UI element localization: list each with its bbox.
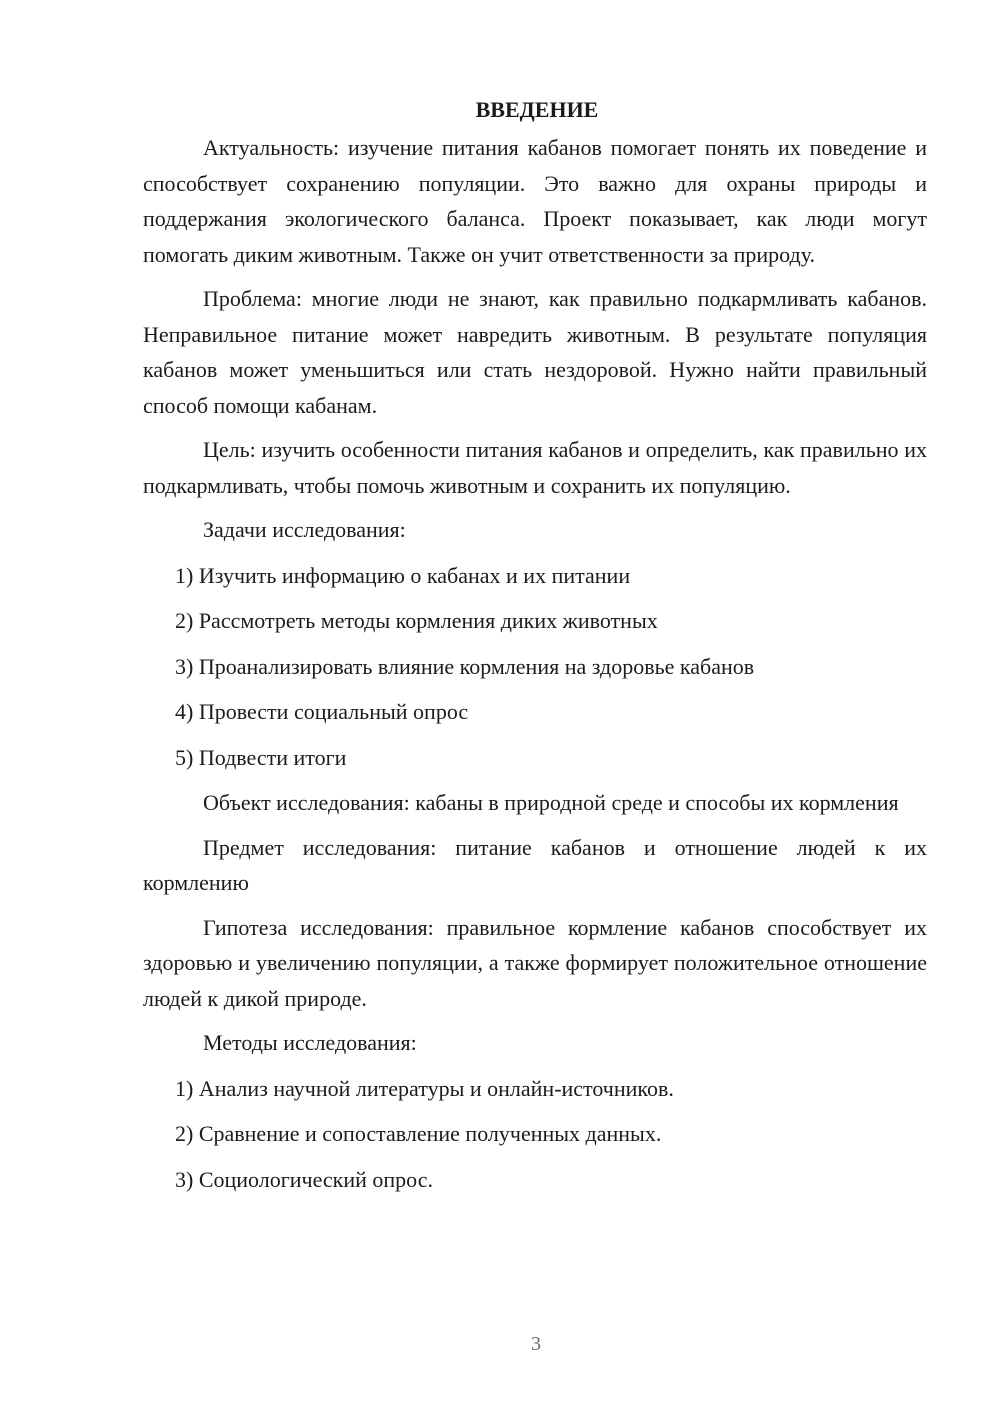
tasks-heading: Задачи исследования: — [203, 517, 406, 542]
object-paragraph: Объект исследования: кабаны в природной среде и способы их кормления — [203, 790, 899, 815]
hypothesis-paragraph: Гипотеза исследования: правильное кормление кабанов способствует их здоровью и увеличению популяции, а также формирует положительное отношение людей к дикой природе. — [143, 914, 927, 1011]
methods-list — [143, 1071, 927, 1198]
method-item: 2) Сравнение и сопоставление полученных данных. — [175, 1121, 662, 1146]
task-item: 2) Рассмотреть методы кормления диких животных — [175, 608, 658, 633]
page-title: ВВЕДЕНИЕ — [475, 97, 599, 122]
relevance-paragraph: Актуальность: изучение питания кабанов помогает понять их поведение и способствует сохранению популяции. Это важно для охраны природы и поддержания экологического баланса. Проект показывает, как люди могут помогать диким животным. Также он учит ответственности за природу. — [143, 135, 927, 267]
task-item: 4) Провести социальный опрос — [175, 699, 469, 724]
task-item: 3) Проанализировать влияние кормления на здоровье кабанов — [175, 653, 755, 679]
goal-paragraph: Цель: изучить особенности питания кабанов и определить, как правильно их подкармливать, чтобы помочь животным и сохранить их популяцию. — [143, 437, 927, 498]
tasks-list — [143, 558, 927, 776]
method-item: 1) Анализ научной литературы и онлайн-источников. — [175, 1075, 674, 1101]
document-body — [143, 92, 927, 1207]
method-item: 3) Социологический опрос. — [175, 1166, 433, 1192]
page-number: 3 — [531, 1333, 541, 1355]
subject-paragraph: Предмет исследования: питание кабанов и отношение людей к их кормлению — [143, 834, 927, 895]
task-item: 1) Изучить информацию о кабанах и их питании — [175, 562, 631, 588]
task-item: 5) Подвести итоги — [175, 744, 347, 770]
methods-heading: Методы исследования: — [203, 1030, 417, 1055]
problem-paragraph: Проблема: многие люди не знают, как правильно подкармливать кабанов. Неправильное питание может навредить животным. В результате популяция кабанов может уменьшиться или стать нездоровой. Нужно найти правильный способ помощи кабанам. — [143, 286, 927, 418]
